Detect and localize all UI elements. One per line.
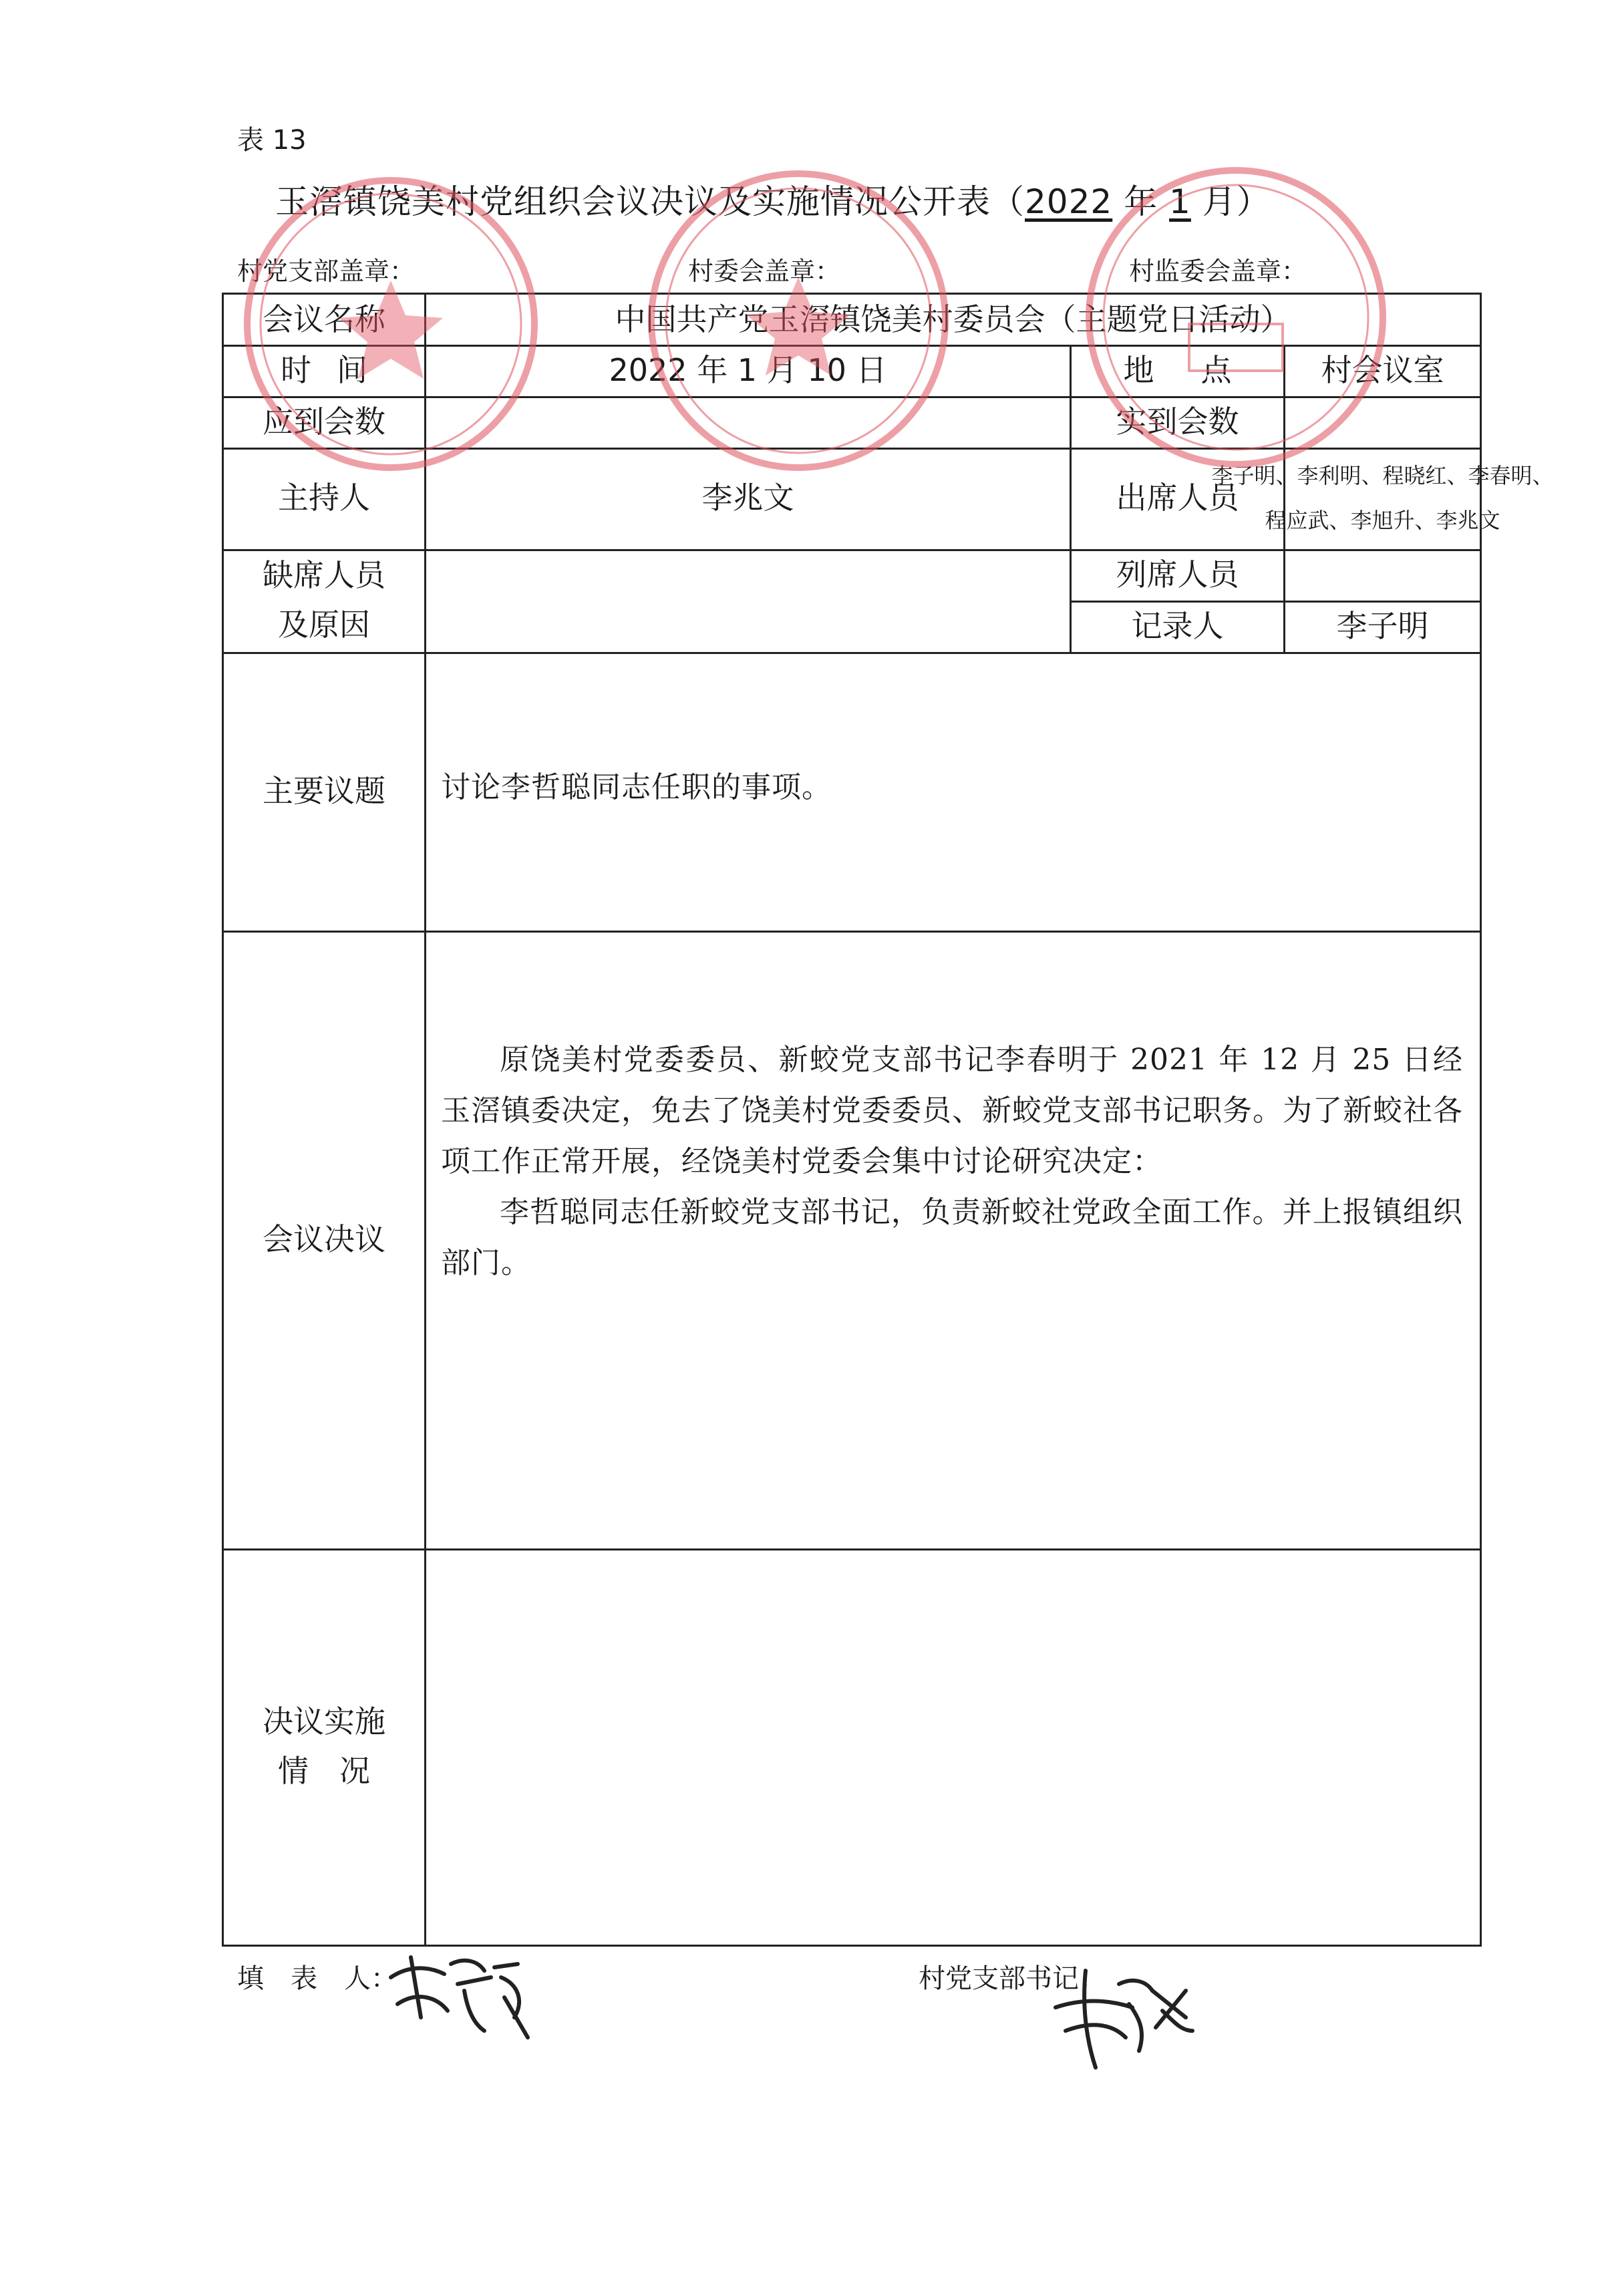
actual-attendance-label: 实到会数	[1116, 403, 1239, 440]
location-label: 地点	[1123, 351, 1279, 388]
filler-signature	[384, 1937, 538, 2051]
absent-label: 缺席人员 及原因	[263, 557, 385, 643]
host-label: 主持人	[278, 480, 370, 516]
resolution-text	[441, 1035, 1463, 1289]
form-code: 表 13	[237, 125, 307, 156]
resolution-paragraph-1: 原饶美村党委委员、新蛟党支部书记李春明于 2021 年 12 月 25 日经玉滘镇委决定，免去了饶美村党委委员、新蛟党支部书记职务。为了新蛟社各项工作正常开展，经饶美村党委会集中讨论研究决定：	[441, 1043, 1463, 1178]
host-value: 李兆文	[701, 480, 794, 516]
village-committee-seal-label: 村委会盖章：	[688, 257, 841, 286]
resolution-paragraph-2: 李哲聪同志任新蛟党支部书记，负责新蛟社党政全面工作。并上报镇组织部门。	[441, 1195, 1463, 1280]
village-committee-seal	[638, 160, 959, 481]
title-prefix: 玉滘镇饶美村党组织会议决议及实施情况公开表（	[275, 182, 1025, 221]
title-month: 1	[1169, 182, 1191, 221]
time-label: 时间	[281, 351, 393, 388]
recorder-value: 李子明	[1336, 607, 1429, 644]
time-value: 2022 年 1 月 10 日	[609, 351, 887, 388]
meeting-form-table	[222, 293, 1554, 1947]
title-year: 2022	[1025, 182, 1113, 221]
supervision-committee-seal	[1076, 157, 1396, 478]
attendees-line-2: 程应武、李旭升、李兆文	[1265, 508, 1500, 533]
implementation-label: 决议实施 情况	[263, 1703, 401, 1789]
attendees-line-1: 李子明、李利明、程晓红、李春明、	[1211, 462, 1554, 488]
expected-attendance-label: 应到会数	[263, 403, 385, 440]
meeting-name-value: 中国共产党玉滘镇饶美村委员会（主题党日活动）	[615, 301, 1291, 337]
attendees-label: 出席人员	[1116, 480, 1239, 516]
party-branch-seal	[234, 167, 548, 481]
supervision-seal-label: 村监委会盖章：	[1129, 257, 1307, 286]
form-filler-label: 填 表 人：	[237, 1963, 397, 1994]
main-topic-value: 讨论李哲聪同志任职的事项。	[441, 770, 832, 804]
title-mid: 年	[1112, 182, 1170, 221]
observers-label: 列席人员	[1116, 556, 1239, 593]
main-topic-label: 主要议题	[263, 772, 385, 809]
meeting-name-label: 会议名称	[263, 301, 385, 337]
secretary-signature	[1045, 1944, 1199, 2078]
party-branch-seal-label: 村党支部盖章：	[237, 257, 416, 286]
implementation-value	[426, 1548, 1480, 1945]
observers-value	[1285, 549, 1480, 601]
party-secretary-label: 村党支部书记：	[919, 1963, 1106, 1994]
recorder-label: 记录人	[1131, 607, 1224, 644]
title-suffix: 月）	[1190, 182, 1271, 221]
absent-value	[426, 549, 1070, 652]
location-value: 村会议室	[1321, 351, 1444, 388]
resolution-label: 会议决议	[263, 1220, 385, 1257]
